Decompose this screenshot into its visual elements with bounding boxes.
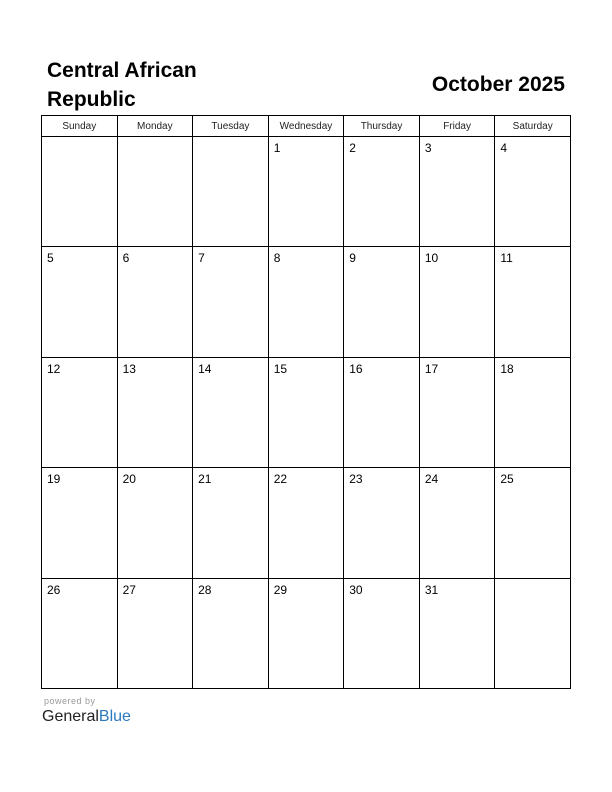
day-cell — [344, 468, 420, 578]
week-row — [42, 137, 571, 247]
country-title: Central African Republic — [47, 59, 197, 111]
day-cell — [495, 468, 571, 578]
day-cell — [193, 247, 269, 357]
day-cell — [117, 247, 193, 357]
day-number: 31 — [424, 582, 439, 597]
day-number: 28 — [198, 582, 212, 597]
day-cell — [268, 247, 344, 357]
day-number — [42, 137, 117, 141]
day-cell — [344, 247, 420, 357]
day-cell — [42, 137, 118, 247]
day-cell — [268, 137, 344, 247]
day-cell — [42, 247, 118, 357]
weekday-sunday: Sunday — [42, 116, 118, 137]
day-number: 23 — [349, 472, 363, 487]
day-number: 17 — [424, 361, 439, 376]
day-number: 11 — [500, 251, 513, 266]
day-number: 6 — [122, 251, 130, 266]
day-cell — [42, 578, 118, 688]
weekday-wednesday: Wednesday — [268, 116, 344, 137]
day-cell — [344, 357, 420, 467]
weekday-header-row — [42, 116, 571, 137]
day-cell — [495, 247, 571, 357]
day-number — [118, 137, 193, 141]
day-cell — [117, 357, 193, 467]
day-cell — [419, 137, 495, 247]
day-number: 1 — [273, 141, 281, 155]
day-number: 16 — [349, 361, 363, 376]
day-cell — [344, 578, 420, 688]
day-cell — [117, 137, 193, 247]
day-cell — [117, 468, 193, 578]
day-number: 29 — [273, 582, 288, 597]
day-cell — [42, 468, 118, 578]
day-number: 5 — [47, 251, 54, 266]
day-number: 10 — [424, 251, 439, 266]
day-number: 12 — [47, 361, 61, 376]
day-cell — [495, 357, 571, 467]
day-cell — [419, 247, 495, 357]
weekday-monday: Monday — [117, 116, 193, 137]
day-cell — [193, 137, 269, 247]
day-cell — [193, 578, 269, 688]
week-row — [42, 357, 571, 467]
weekday-friday: Friday — [419, 116, 495, 137]
day-cell — [42, 357, 118, 467]
powered-by-label: powered by — [44, 696, 96, 706]
day-number: 13 — [122, 361, 136, 376]
day-number: 19 — [47, 472, 61, 487]
day-number: 14 — [198, 361, 212, 376]
week-row — [42, 578, 571, 688]
day-number: 4 — [500, 141, 508, 155]
day-cell — [268, 357, 344, 467]
day-number: 20 — [122, 472, 136, 487]
day-number — [193, 137, 268, 141]
day-number: 22 — [273, 472, 288, 487]
day-number — [495, 579, 570, 583]
weekday-thursday: Thursday — [344, 116, 420, 137]
brand-blue-text: Blue — [98, 708, 131, 725]
day-cell — [193, 468, 269, 578]
month-title: October 2025 — [431, 73, 565, 96]
day-cell — [419, 357, 495, 467]
day-number: 24 — [424, 472, 439, 487]
calendar-grid — [41, 115, 571, 689]
day-cell — [268, 578, 344, 688]
day-cell — [193, 357, 269, 467]
day-cell — [419, 578, 495, 688]
day-cell — [117, 578, 193, 688]
day-cell — [344, 137, 420, 247]
day-number: 15 — [273, 361, 288, 376]
day-number: 30 — [349, 582, 363, 597]
day-number: 21 — [198, 472, 212, 487]
week-row — [42, 468, 571, 578]
generalblue-logo[interactable] — [42, 708, 131, 726]
day-cell — [495, 578, 571, 688]
day-number: 3 — [424, 141, 432, 155]
week-row — [42, 247, 571, 357]
day-number: 7 — [198, 251, 205, 266]
day-cell — [268, 468, 344, 578]
day-number: 8 — [273, 251, 281, 266]
day-number: 27 — [122, 582, 136, 597]
weekday-tuesday: Tuesday — [193, 116, 269, 137]
day-number: 26 — [47, 582, 61, 597]
weekday-saturday: Saturday — [495, 116, 571, 137]
day-cell — [495, 137, 571, 247]
day-number: 2 — [349, 141, 356, 155]
day-number: 9 — [349, 251, 356, 266]
day-cell — [419, 468, 495, 578]
day-number: 25 — [500, 472, 514, 487]
day-number: 18 — [500, 361, 514, 376]
brand-general-text: General — [42, 708, 99, 725]
